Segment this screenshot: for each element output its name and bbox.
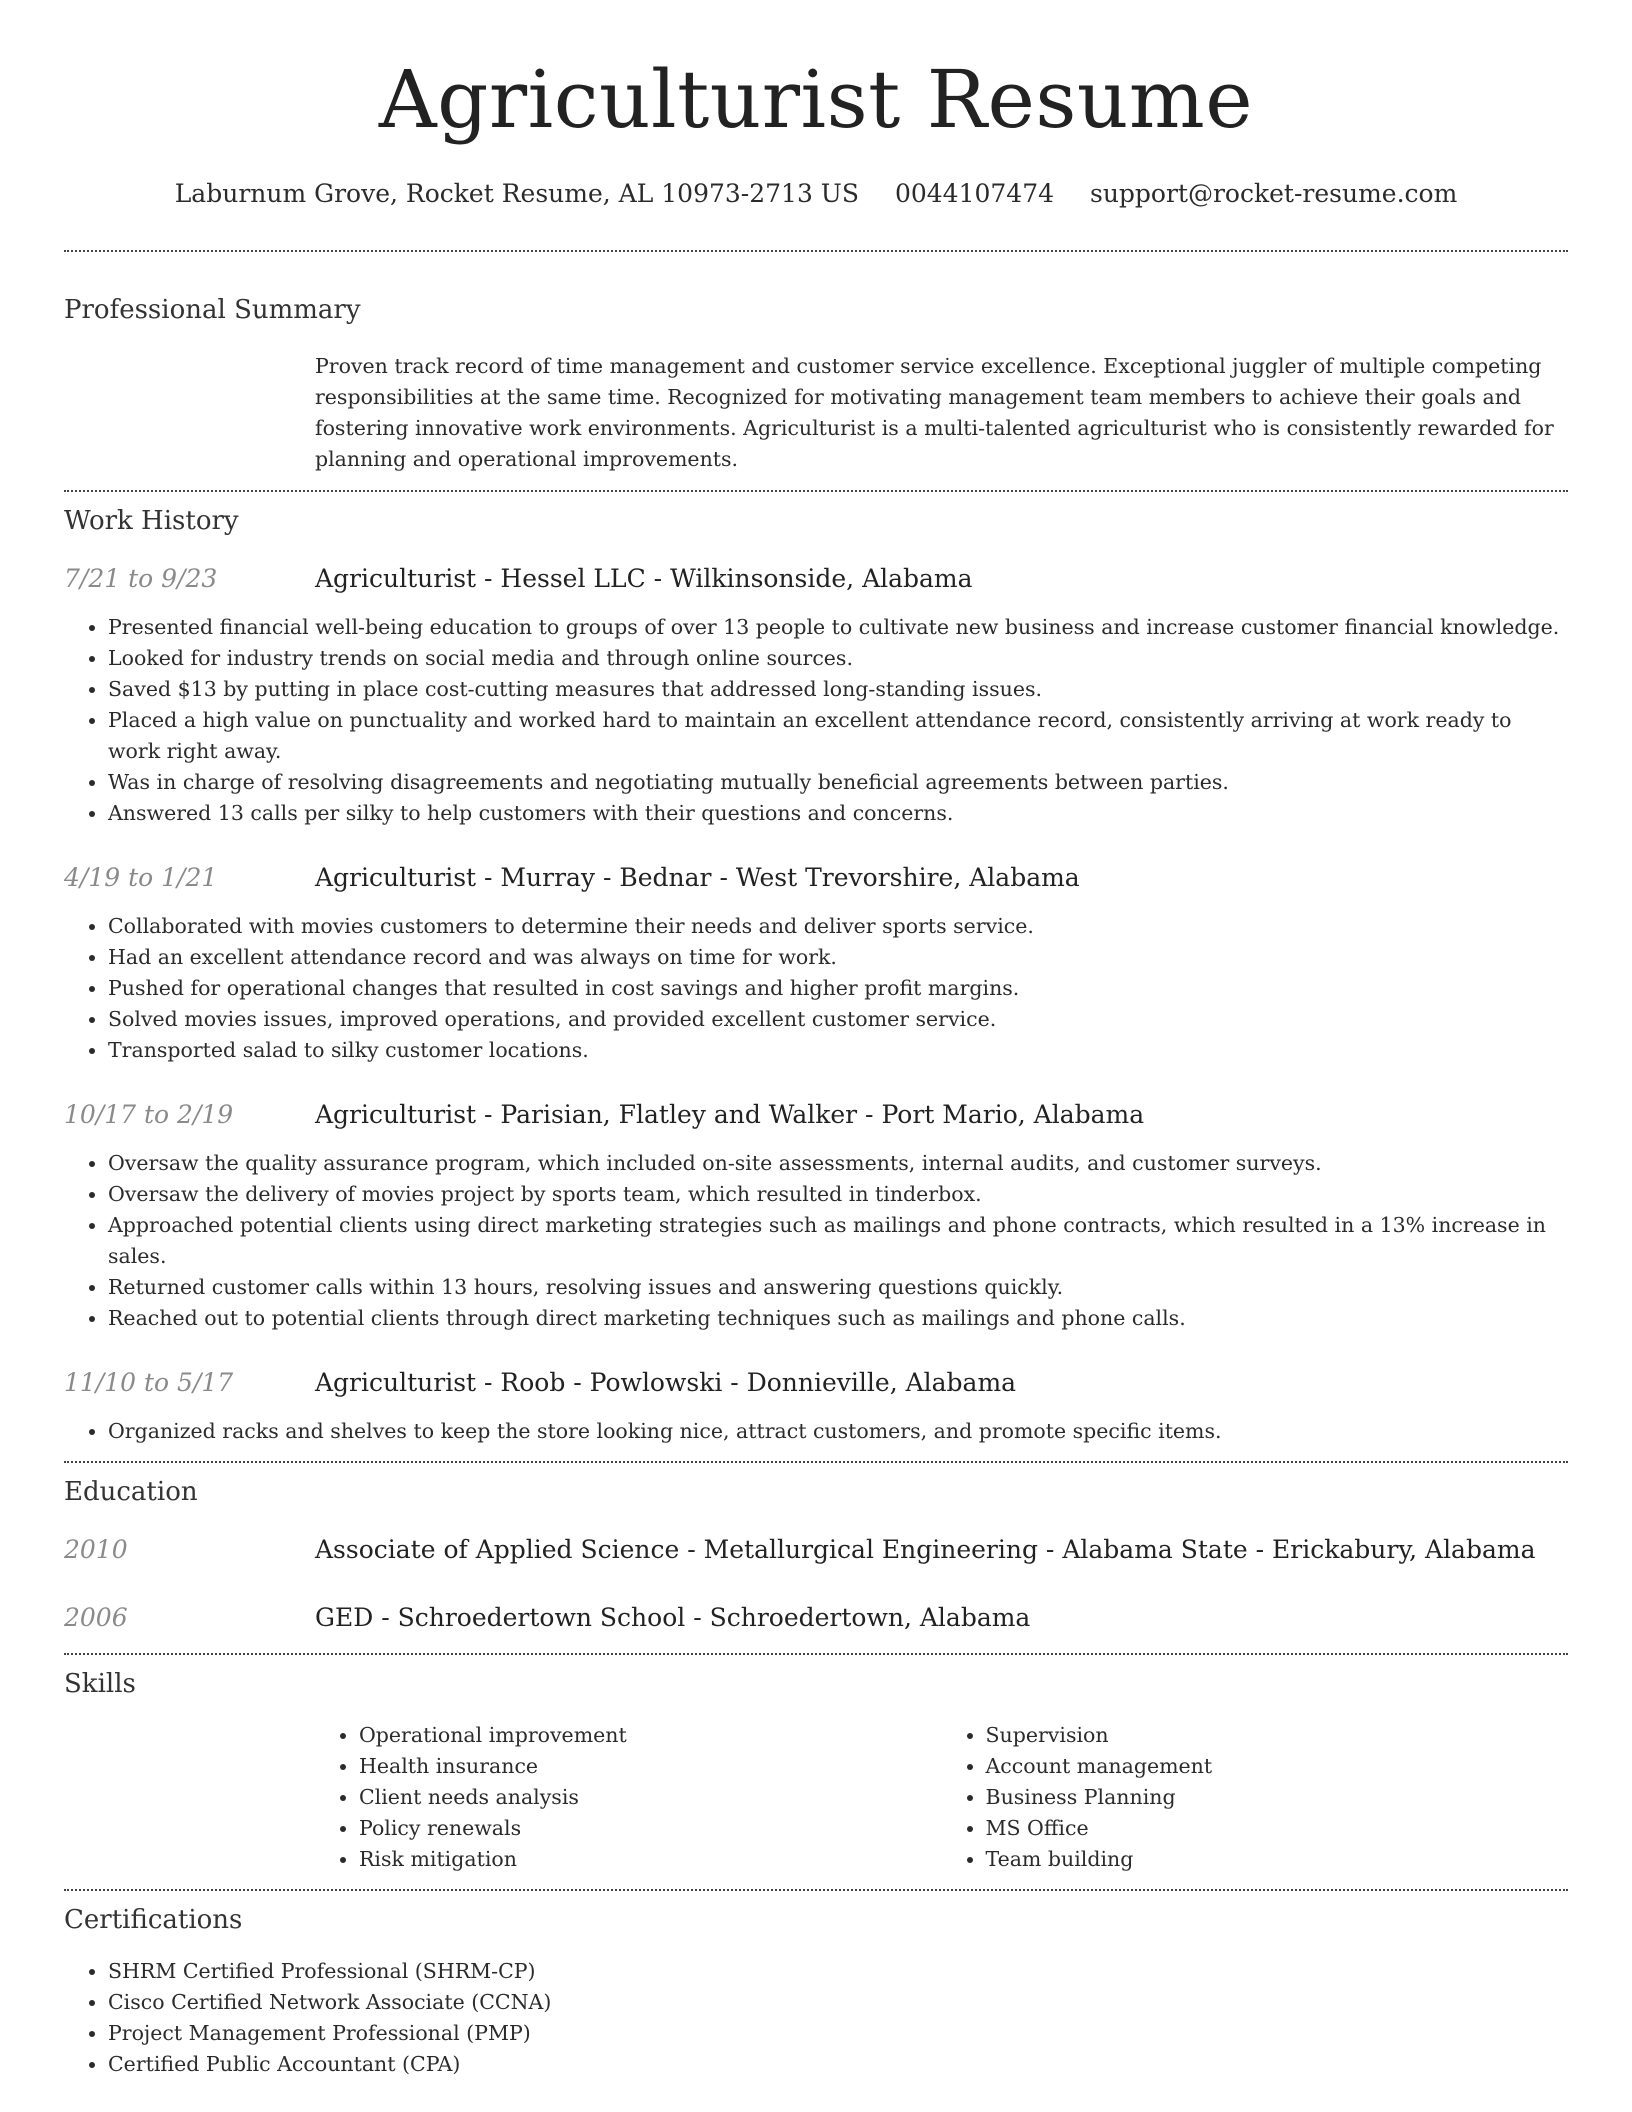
section-title-education: Education [64,1477,198,1507]
job-heading: Agriculturist - Murray - Bednar - West Trevorshire, Alabama [315,863,1080,892]
section-title-certifications: Certifications [64,1905,243,1935]
resume-title: Agriculturist Resume [378,53,1254,146]
job-heading: Agriculturist - Hessel LLC - Wilkinsonside, Alabama [315,564,973,593]
list-item: • Transported salad to silky customer locations. [108,1035,1568,1066]
job-dates: 10/17 to 2/19 [64,1100,234,1129]
divider [64,1461,1568,1463]
education-entry [64,1533,1568,1567]
job-entry [64,562,1568,829]
list-item: • Presented financial well-being education to groups of over 13 people to cultivate new business and increase customer financial knowledge. [108,612,1568,643]
list-item: • Collaborated with movies customers to determine their needs and deliver sports service. [108,911,1568,942]
education-year: 2010 [64,1535,128,1564]
job-dates: 11/10 to 5/17 [64,1368,234,1397]
job-entry [64,861,1568,1066]
list-item: • Organized racks and shelves to keep the store looking nice, attract customers, and promote specific items. [108,1416,1568,1447]
list-item: • Operational improvement [359,1720,942,1751]
contact-address: Laburnum Grove, Rocket Resume, AL 10973-2713 US [174,179,860,208]
list-item: • Client needs analysis [359,1782,942,1813]
list-item: • Had an excellent attendance record and was always on time for work. [108,942,1568,973]
list-item: • Oversaw the delivery of movies project by sports team, which resulted in tinderbox. [108,1179,1568,1210]
divider [64,1889,1568,1891]
job-dates: 4/19 to 1/21 [64,863,218,892]
list-item: • Oversaw the quality assurance program, which included on-site assessments, internal audits, and customer surveys. [108,1148,1568,1179]
job-entry [64,1098,1568,1334]
list-item: • Placed a high value on punctuality and worked hard to maintain an excellent attendance record, consistently arriving at work ready to work right away. [108,705,1568,767]
list-item: • Saved $13 by putting in place cost-cutting measures that addressed long-standing issues. [108,674,1568,705]
education-year: 2006 [64,1603,128,1632]
list-item: • Cisco Certified Network Associate (CCNA) [108,1987,1568,2018]
list-item: • SHRM Certified Professional (SHRM-CP) [108,1956,1568,1987]
job-bullets [64,612,1568,829]
divider [64,490,1568,492]
list-item: • Solved movies issues, improved operations, and provided excellent customer service. [108,1004,1568,1035]
list-item: • Account management [986,1751,1569,1782]
job-bullets [64,1416,1568,1447]
divider [64,1653,1568,1655]
certifications-list [64,1956,1568,2080]
list-item: • MS Office [986,1813,1569,1844]
list-item: • Team building [986,1844,1569,1875]
section-title-summary: Professional Summary [64,295,361,325]
contact-phone: 0044107474 [894,179,1055,208]
job-bullets [64,1148,1568,1334]
resume-page [64,0,1568,2080]
list-item: • Reached out to potential clients through direct marketing techniques such as mailings and phone calls. [108,1303,1568,1334]
job-heading: Agriculturist - Roob - Powlowski - Donnieville, Alabama [315,1368,1017,1397]
list-item: • Business Planning [986,1782,1569,1813]
summary-text: Proven track record of time management and customer service excellence. Exceptional juggler of multiple competing responsibilities at the same time. Recognized for motivating management team members to achieve their goals and fostering innovative work environments. Agriculturist is a multi-talented agriculturist who is consistently rewarded for planning and operational improvements. [315,354,1554,471]
education-entry [64,1601,1568,1635]
contact-line [64,178,1568,210]
job-entry [64,1366,1568,1447]
list-item: • Returned customer calls within 13 hours, resolving issues and answering questions quickly. [108,1272,1568,1303]
list-item: • Pushed for operational changes that resulted in cost savings and higher profit margins. [108,973,1568,1004]
list-item: • Answered 13 calls per silky to help customers with their questions and concerns. [108,798,1568,829]
skills-columns [315,1720,1568,1875]
list-item: • Risk mitigation [359,1844,942,1875]
list-item: • Approached potential clients using direct marketing strategies such as mailings and phone contracts, which resulted in a 13% increase in sales. [108,1210,1568,1272]
list-item: • Was in charge of resolving disagreements and negotiating mutually beneficial agreements between parties. [108,767,1568,798]
job-heading: Agriculturist - Parisian, Flatley and Walker - Port Mario, Alabama [315,1100,1145,1129]
list-item: • Looked for industry trends on social media and through online sources. [108,643,1568,674]
list-item: • Supervision [986,1720,1569,1751]
contact-email: support@rocket-resume.com [1089,179,1458,208]
education-heading: Associate of Applied Science - Metallurgical Engineering - Alabama State - Erickabury, Alabama [315,1535,1536,1564]
skills-list-right [942,1720,1569,1875]
job-dates: 7/21 to 9/23 [64,564,218,593]
divider [64,250,1568,252]
section-title-skills: Skills [64,1669,136,1699]
skills-list-left [315,1720,942,1875]
list-item: • Project Management Professional (PMP) [108,2018,1568,2049]
list-item: • Policy renewals [359,1813,942,1844]
list-item: • Health insurance [359,1751,942,1782]
list-item: • Certified Public Accountant (CPA) [108,2049,1568,2080]
section-title-work: Work History [64,506,239,536]
job-bullets [64,911,1568,1066]
education-heading: GED - Schroedertown School - Schroedertown, Alabama [315,1603,1031,1632]
